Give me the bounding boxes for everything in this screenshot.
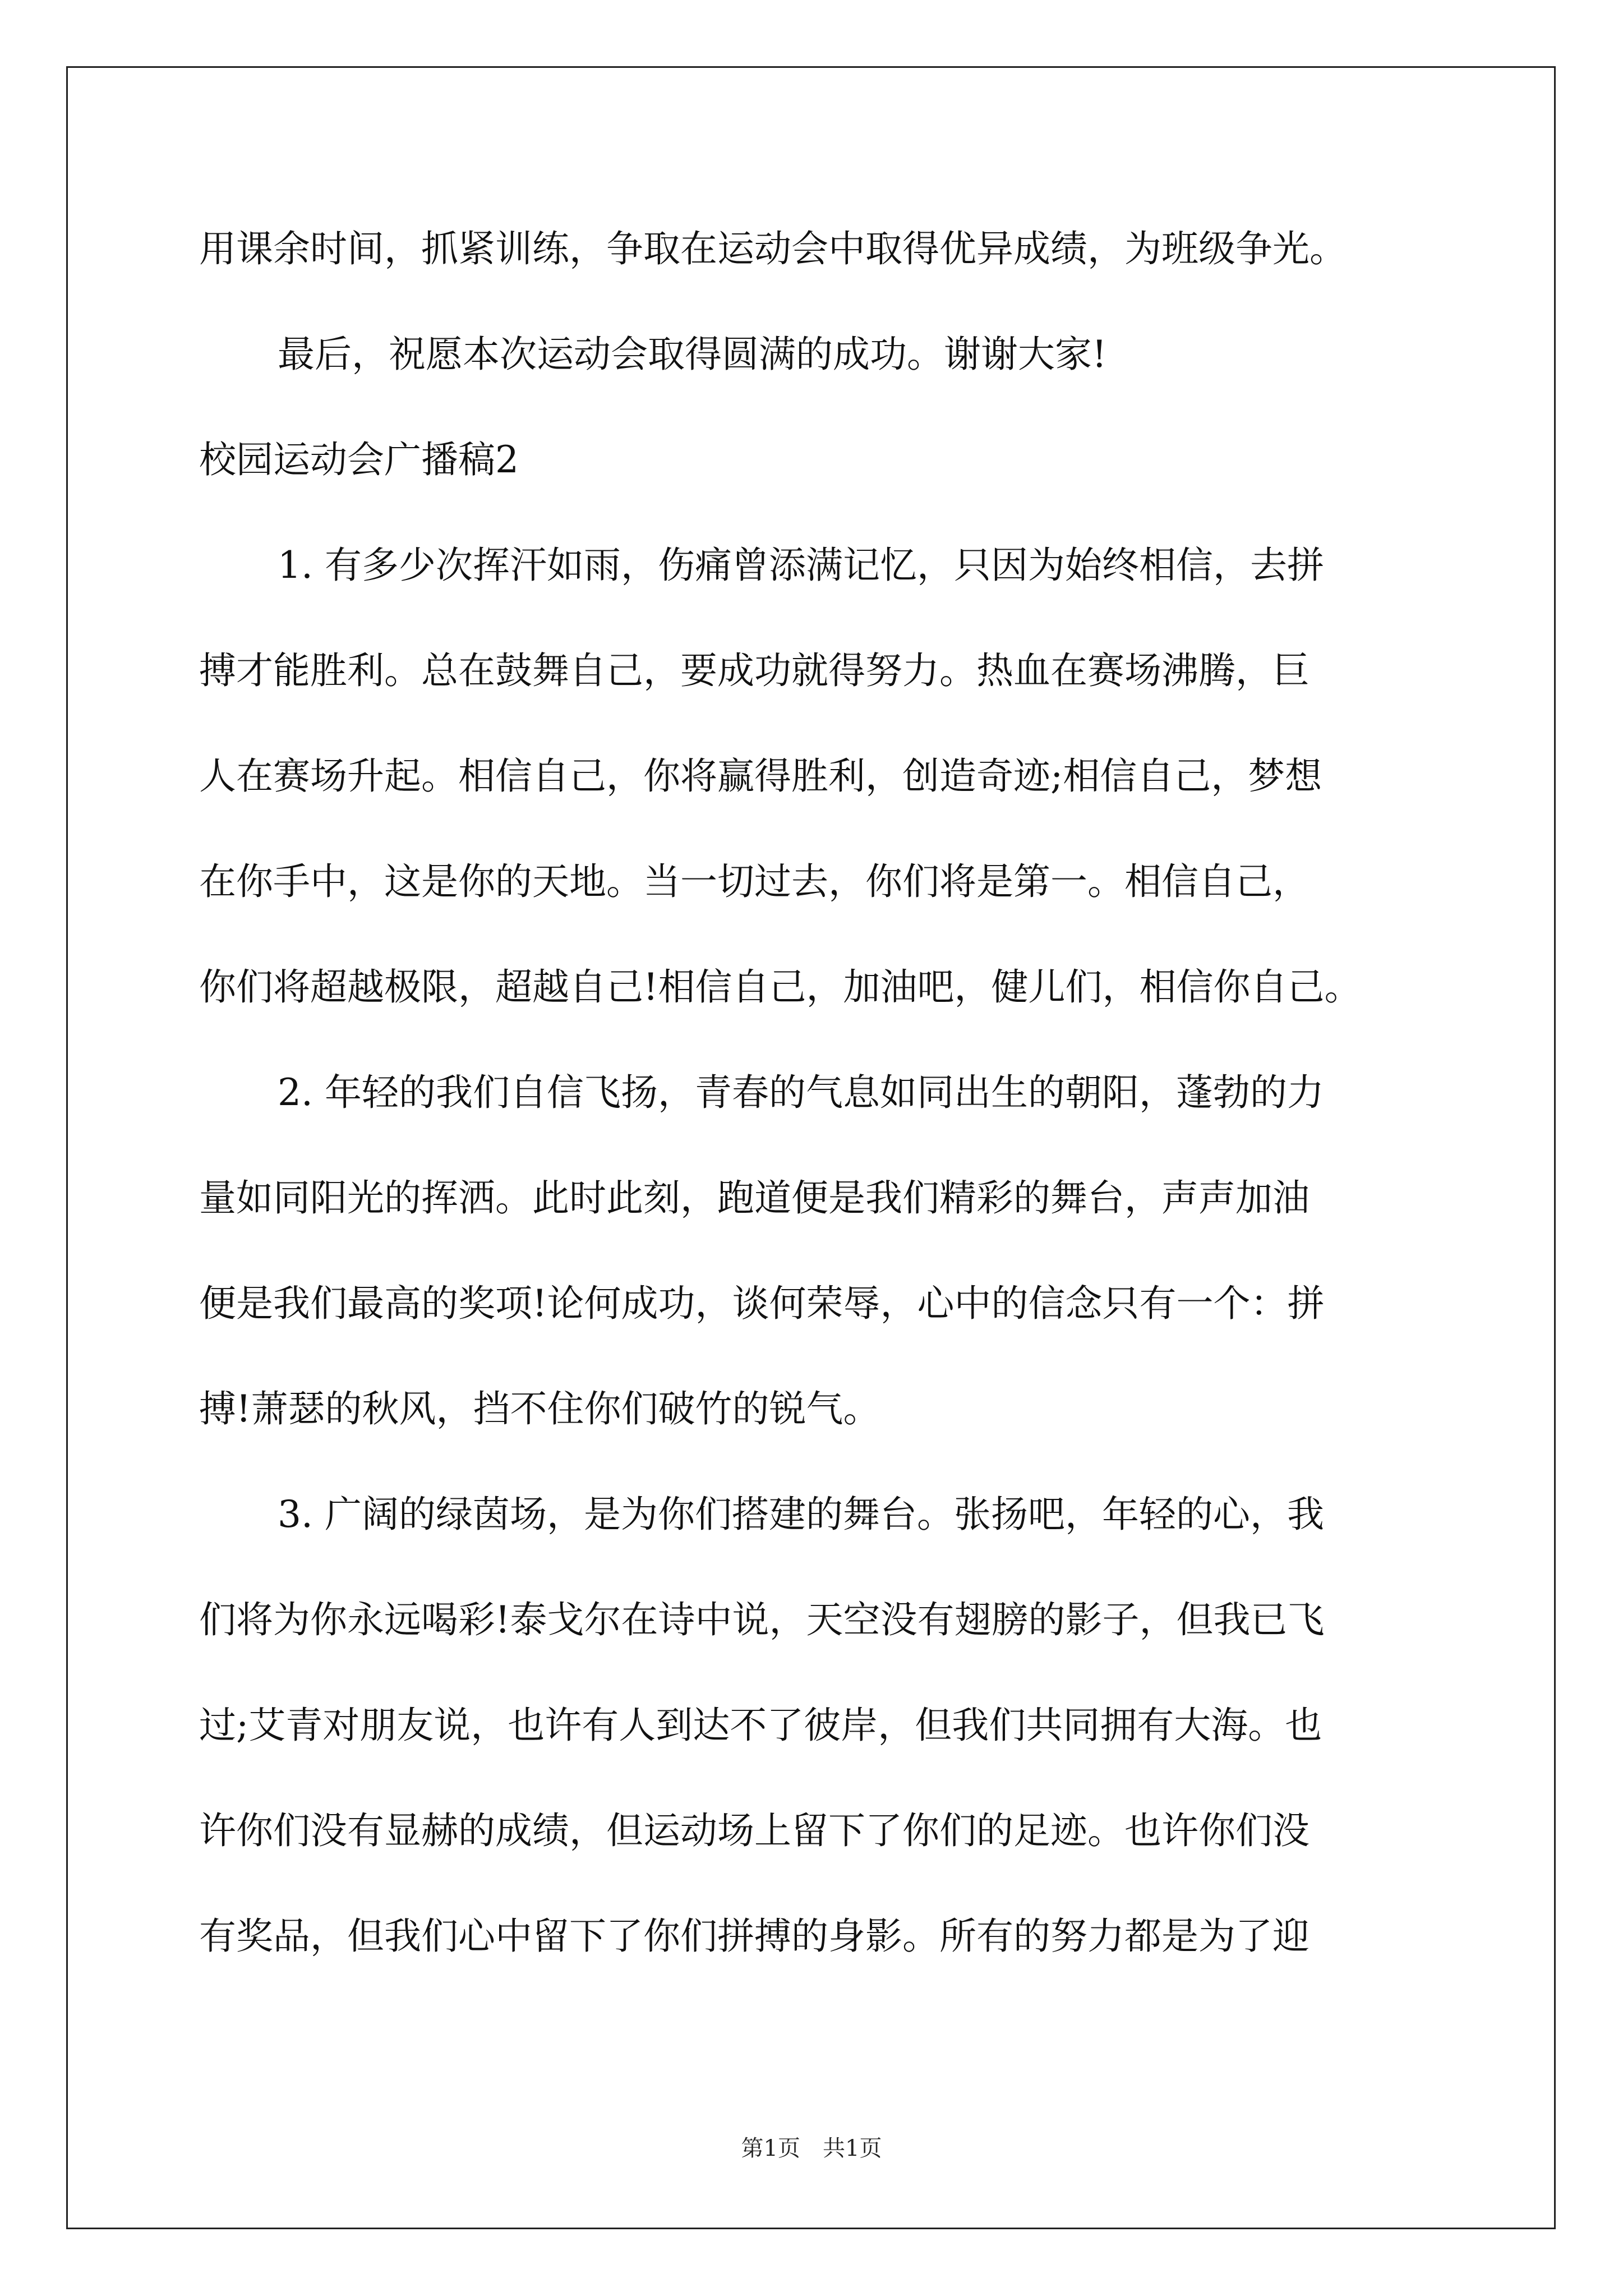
paragraph-2-line: 便是我们最高的奖项!论何成功，谈何荣辱，心中的信念只有一个：拼 (199, 1282, 1325, 1325)
paragraph-1-line: 搏才能胜利。总在鼓舞自己，要成功就得努力。热血在赛场沸腾，巨 (199, 649, 1310, 692)
paragraph-3-line: 有奖品，但我们心中留下了你们拼搏的身影。所有的努力都是为了迎 (199, 1915, 1310, 1958)
paragraph-1-line: 人在赛场升起。相信自己，你将赢得胜利，创造奇迹;相信自己，梦想 (199, 754, 1322, 798)
paragraph-1-line: 1. 有多少次挥汗如雨，伤痛曾添满记忆，只因为始终相信，去拼 (278, 544, 1324, 587)
document-body (199, 196, 1427, 1989)
paragraph-1-line: 在你手中，这是你的天地。当一切过去，你们将是第一。相信自己， (199, 860, 1310, 903)
paragraph-2-line: 量如同阳光的挥洒。此时此刻，跑道便是我们精彩的舞台，声声加油 (199, 1176, 1310, 1220)
paragraph-3-line: 许你们没有显赫的成绩，但运动场上留下了你们的足迹。也许你们没 (199, 1809, 1310, 1852)
paragraph-3-line: 们将为你永远喝彩!泰戈尔在诗中说，天空没有翅膀的影子，但我已飞 (199, 1598, 1325, 1641)
body-line: 用课余时间，抓紧训练，争取在运动会中取得优异成绩，为班级争光。 (199, 227, 1347, 270)
paragraph-1-line: 你们将超越极限，超越自己!相信自己，加油吧，健儿们，相信你自己。 (199, 965, 1362, 1009)
paragraph-3-line: 3. 广阔的绿茵场，是为你们搭建的舞台。张扬吧，年轻的心，我 (278, 1493, 1324, 1536)
section-heading: 校园运动会广播稿2 (199, 438, 519, 481)
closing-paragraph: 最后，祝愿本次运动会取得圆满的成功。谢谢大家! (278, 333, 1107, 376)
page-footer: 第1页 共1页 (741, 2136, 882, 2161)
paragraph-3-line: 过;艾青对朋友说，也许有人到达不了彼岸，但我们共同拥有大海。也 (199, 1704, 1322, 1747)
paragraph-2-line: 搏!萧瑟的秋风，挡不住你们破竹的锐气。 (199, 1387, 880, 1430)
paragraph-2-line: 2. 年轻的我们自信飞扬，青春的气息如同出生的朝阳，蓬勃的力 (278, 1071, 1324, 1114)
